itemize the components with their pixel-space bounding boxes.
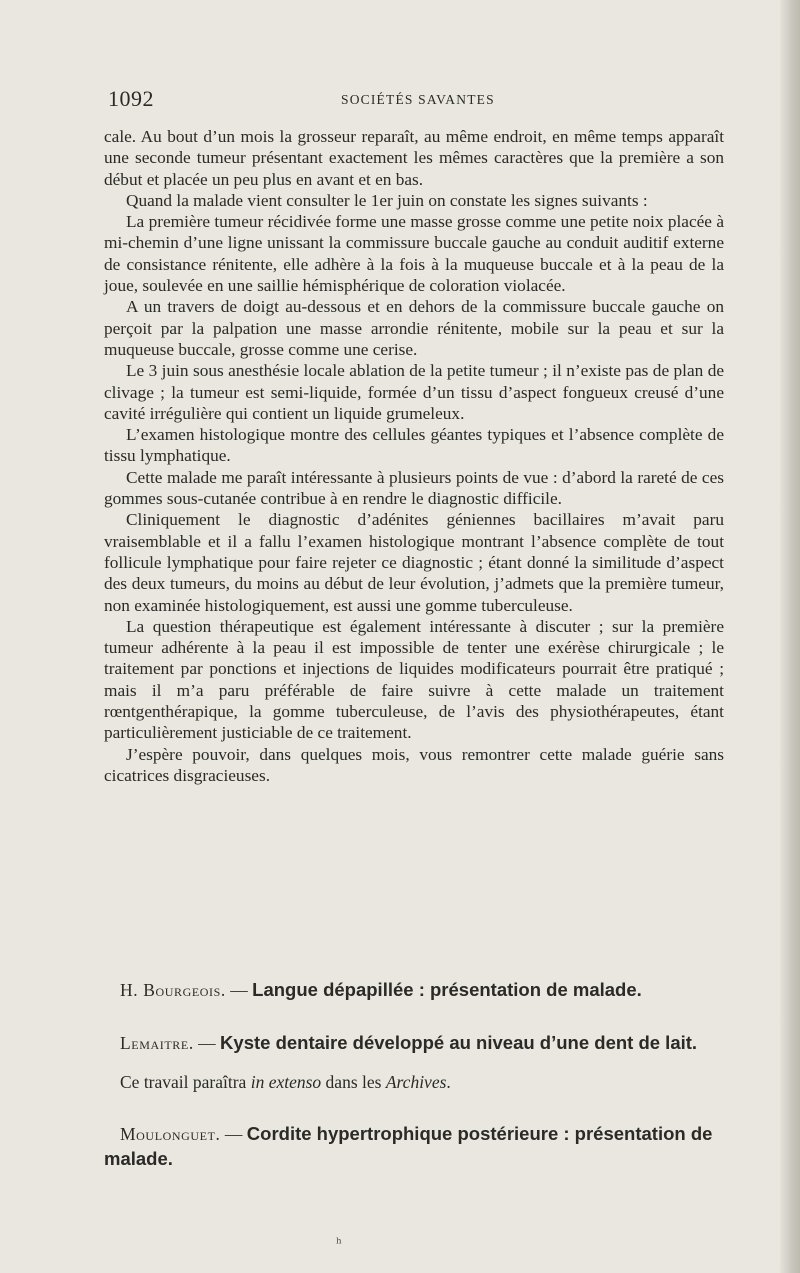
paragraph: cale. Au bout d’un mois la grosseur reparaît, au même endroit, en même temps apparaît une seconde tumeur présentant exactement les mêmes caractères que la première a son début et placée un peu plus en avant et en bas. <box>104 127 724 189</box>
paragraph: Le 3 juin sous anesthésie locale ablation de la petite tumeur ; il n’existe pas de plan de clivage ; la tumeur est semi-liquide, formée d’un tissu d’aspect fongueux creusé d’une cavité irrégulière qui contient un liquide grumeleux. <box>104 361 724 423</box>
communication-author: Lemaitre. <box>120 1033 194 1053</box>
page-edge-shadow <box>780 0 800 1273</box>
note-italic: Archives <box>385 1072 447 1092</box>
communication-bourgeois <box>104 978 724 1003</box>
communications-section <box>104 978 724 1172</box>
communication-title: Cordite hypertrophique postérieure : présentation de malade. <box>104 1123 713 1169</box>
communication-moulonguet <box>104 1122 724 1172</box>
paragraph: L’examen histologique montre des cellules géantes typiques et l’absence complète de tissu lymphatique. <box>104 425 724 466</box>
paragraph: A un travers de doigt au-dessous et en dehors de la commissure buccale gauche on perçoit par la palpation une masse arrondie rénitente, mobile sur la peau et sur la muqueuse buccale, grosse comme une cerise. <box>104 297 724 359</box>
note-text: . <box>446 1072 451 1092</box>
paragraph: Cliniquement le diagnostic d’adénites géniennes bacillaires m’avait paru vraisemblable et il a fallu l’examen histologique montrant l’absence complète de tout follicule lymphatique pour faire rejeter ce diagnostic ; étant donné la similitude d’aspect des deux tumeurs, du moins au début de leur évolution, j’admets que la première tumeur, non examinée histologiquement, est aussi une gomme tuberculeuse. <box>104 510 724 615</box>
footer-mark: ʰ <box>336 1236 343 1252</box>
communication-separator: — <box>220 1124 247 1144</box>
paragraph: Quand la malade vient consulter le 1er juin on constate les signes suivants : <box>126 190 648 210</box>
communication-author: Moulonguet. <box>120 1124 221 1144</box>
communication-title: Langue dépapillée : présentation de malade. <box>252 979 642 1000</box>
communication-author: H. Bourgeois. <box>120 980 226 1000</box>
note-italic: in extenso <box>250 1072 322 1092</box>
paragraph: J’espère pouvoir, dans quelques mois, vous remontrer cette malade guérie sans cicatrices disgracieuses. <box>104 744 724 785</box>
body-text <box>104 126 724 786</box>
communication-separator: — <box>225 980 253 1000</box>
paragraph: Cette malade me paraît intéressante à plusieurs points de vue : d’abord la rareté de ces gommes sous-cutanée contribue à en rendre le diagnostic difficile. <box>104 467 724 509</box>
communication-separator: — <box>193 1033 221 1053</box>
page-number: 1092 <box>108 86 154 111</box>
communication-lemaitre <box>104 1031 724 1056</box>
running-head <box>108 86 720 114</box>
note-text: dans les <box>321 1072 386 1092</box>
communication-title: Kyste dentaire développé au niveau d’une dent de lait. <box>220 1032 698 1053</box>
note-text: Ce travail paraîtra <box>120 1072 251 1092</box>
paragraph: La question thérapeutique est également intéressante à discuter ; sur la première tumeur adhérente à la peau il est impossible de tenter une exérèse chirurgicale ; le traitement par ponctions et injections de liquides modificateurs pourrait être pratiqué ; mais il m’a paru préférable de faire suivre à cette malade un traitement rœntgenthérapique, la gomme tuberculeuse, de l’avis des physiothérapeutes, étant particulièrement justiciable de ce traitement. <box>104 616 724 743</box>
running-title: SOCIÉTÉS SAVANTES <box>341 92 495 107</box>
publication-note <box>104 1071 724 1094</box>
paragraph: La première tumeur récidivée forme une masse grosse comme une petite noix placée à mi-chemin d’une ligne unissant la commissure buccale gauche au conduit auditif externe de consistance rénitente, elle adhère à la fois à la muqueuse buccale et à la peau de la joue, soulevée en une saillie hémisphérique de coloration violacée. <box>104 212 724 296</box>
